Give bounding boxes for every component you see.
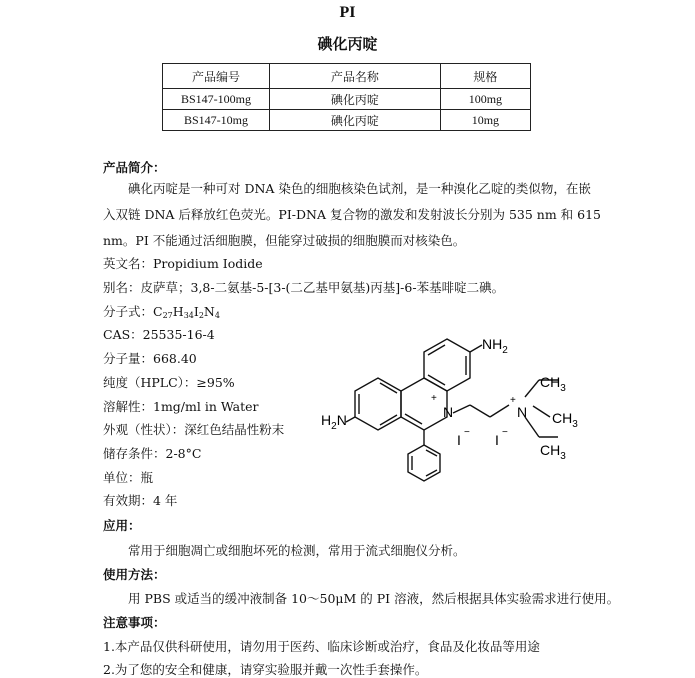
methyl-bottom-label: $CH_3$ <box>540 442 566 462</box>
formula-c-count: 27 <box>162 311 173 320</box>
unit: 单位：瓶 <box>103 470 154 485</box>
formula-i-count: 2 <box>198 311 204 320</box>
appearance: 外观（性状）：深红色结晶性粉末 <box>103 422 285 437</box>
formula-n: N <box>203 304 215 319</box>
formula-n-count: 4 <box>214 311 220 320</box>
ammonium-nitrogen-label: N <box>517 404 528 420</box>
molecular-formula <box>103 302 220 320</box>
usage-text: 用 PBS 或适当的缓冲液制备 10～50μM 的 PI 溶液，然后根据具体实验需求进行使用。 <box>128 591 620 606</box>
table-cell: 10mg <box>440 110 530 131</box>
intro-heading: 产品简介： <box>103 160 166 175</box>
note-item: 2.为了您的安全和健康，请穿实验服并戴一次性手套操作。 <box>103 662 428 677</box>
amine-top-label: $NH_2$ <box>482 336 508 356</box>
ring-middle <box>401 378 447 430</box>
table-header-row <box>163 64 531 89</box>
table-cell: 碘化丙啶 <box>270 110 441 131</box>
table-cell: 100mg <box>440 89 530 110</box>
ring-left <box>355 378 401 430</box>
molecular-weight: 分子量：668.40 <box>103 351 197 366</box>
table-cell: BS147-10mg <box>163 110 270 131</box>
iodide-2-charge: − <box>502 427 508 438</box>
formula-label: 分子式： <box>103 304 154 319</box>
validity: 有效期：4 年 <box>103 493 178 508</box>
chemical-structure <box>320 325 580 495</box>
methyl-top-label: $CH_3$ <box>540 374 566 394</box>
table-header-cell: 产品名称 <box>270 64 441 89</box>
usage-heading: 使用方法： <box>103 567 166 582</box>
table-header-cell: 产品编号 <box>163 64 270 89</box>
ammonium-charge: + <box>510 395 516 406</box>
product-title-cn: 碘化丙啶 <box>317 35 378 53</box>
product-title-en: PI <box>339 4 356 21</box>
notes-heading: 注意事项： <box>103 615 166 630</box>
application-heading: 应用： <box>103 518 141 533</box>
ring-nitrogen-charge: + <box>431 393 437 404</box>
english-name: 英文名：Propidium Iodide <box>103 256 263 271</box>
methyl-right-label: $CH_3$ <box>552 410 578 430</box>
table-header-cell: 规格 <box>440 64 530 89</box>
intro-line: 碘化丙啶是一种可对 DNA 染色的细胞核染色试剂，是一种溴化乙啶的类似物，在嵌 <box>128 181 591 196</box>
purity: 纯度（HPLC）：≥95% <box>103 375 235 390</box>
table-row <box>163 89 531 110</box>
table-cell: 碘化丙啶 <box>270 89 441 110</box>
ring-phenyl <box>408 445 440 481</box>
iodide-2-label: I <box>495 432 499 448</box>
ring-upper <box>424 339 470 391</box>
formula-h: H <box>172 304 184 319</box>
table-cell: BS147-100mg <box>163 89 270 110</box>
formula-i: I <box>193 304 199 319</box>
alias: 别名：皮萨草；3,8-二氨基-5-[3-(二乙基甲氨基)丙基]-6-苯基啡啶二碘。 <box>103 280 505 295</box>
iodide-1-label: I <box>457 432 461 448</box>
storage-condition: 储存条件：2-8°C <box>103 446 202 461</box>
formula-c: C <box>153 304 163 319</box>
amine-left-label: $H_2N$ <box>321 412 347 432</box>
intro-paragraph <box>103 176 601 254</box>
formula-h-count: 34 <box>183 311 194 320</box>
iodide-1-charge: − <box>464 427 470 438</box>
application-text: 常用于细胞凋亡或细胞坏死的检测，常用于流式细胞仪分析。 <box>128 543 466 558</box>
ring-nitrogen-label: N <box>443 404 454 420</box>
cas-number: CAS：25535-16-4 <box>103 327 215 342</box>
table-row <box>163 110 531 131</box>
note-item: 1.本产品仅供科研使用，请勿用于医药、临床诊断或治疗，食品及化妆品等用途 <box>103 639 540 654</box>
intro-line-text: 入双链 DNA 后释放红色荧光。PI-DNA 复合物的激发和发射波长分别为 535 nm 和 615 <box>103 207 601 222</box>
solubility: 溶解性：1mg/ml in Water <box>103 399 259 414</box>
intro-line <box>0 202 601 228</box>
product-spec-table <box>162 63 531 131</box>
intro-line-text: nm。PI 不能通过活细胞膜，但能穿过破损的细胞膜而对核染色。 <box>103 233 466 248</box>
intro-line <box>0 228 480 254</box>
